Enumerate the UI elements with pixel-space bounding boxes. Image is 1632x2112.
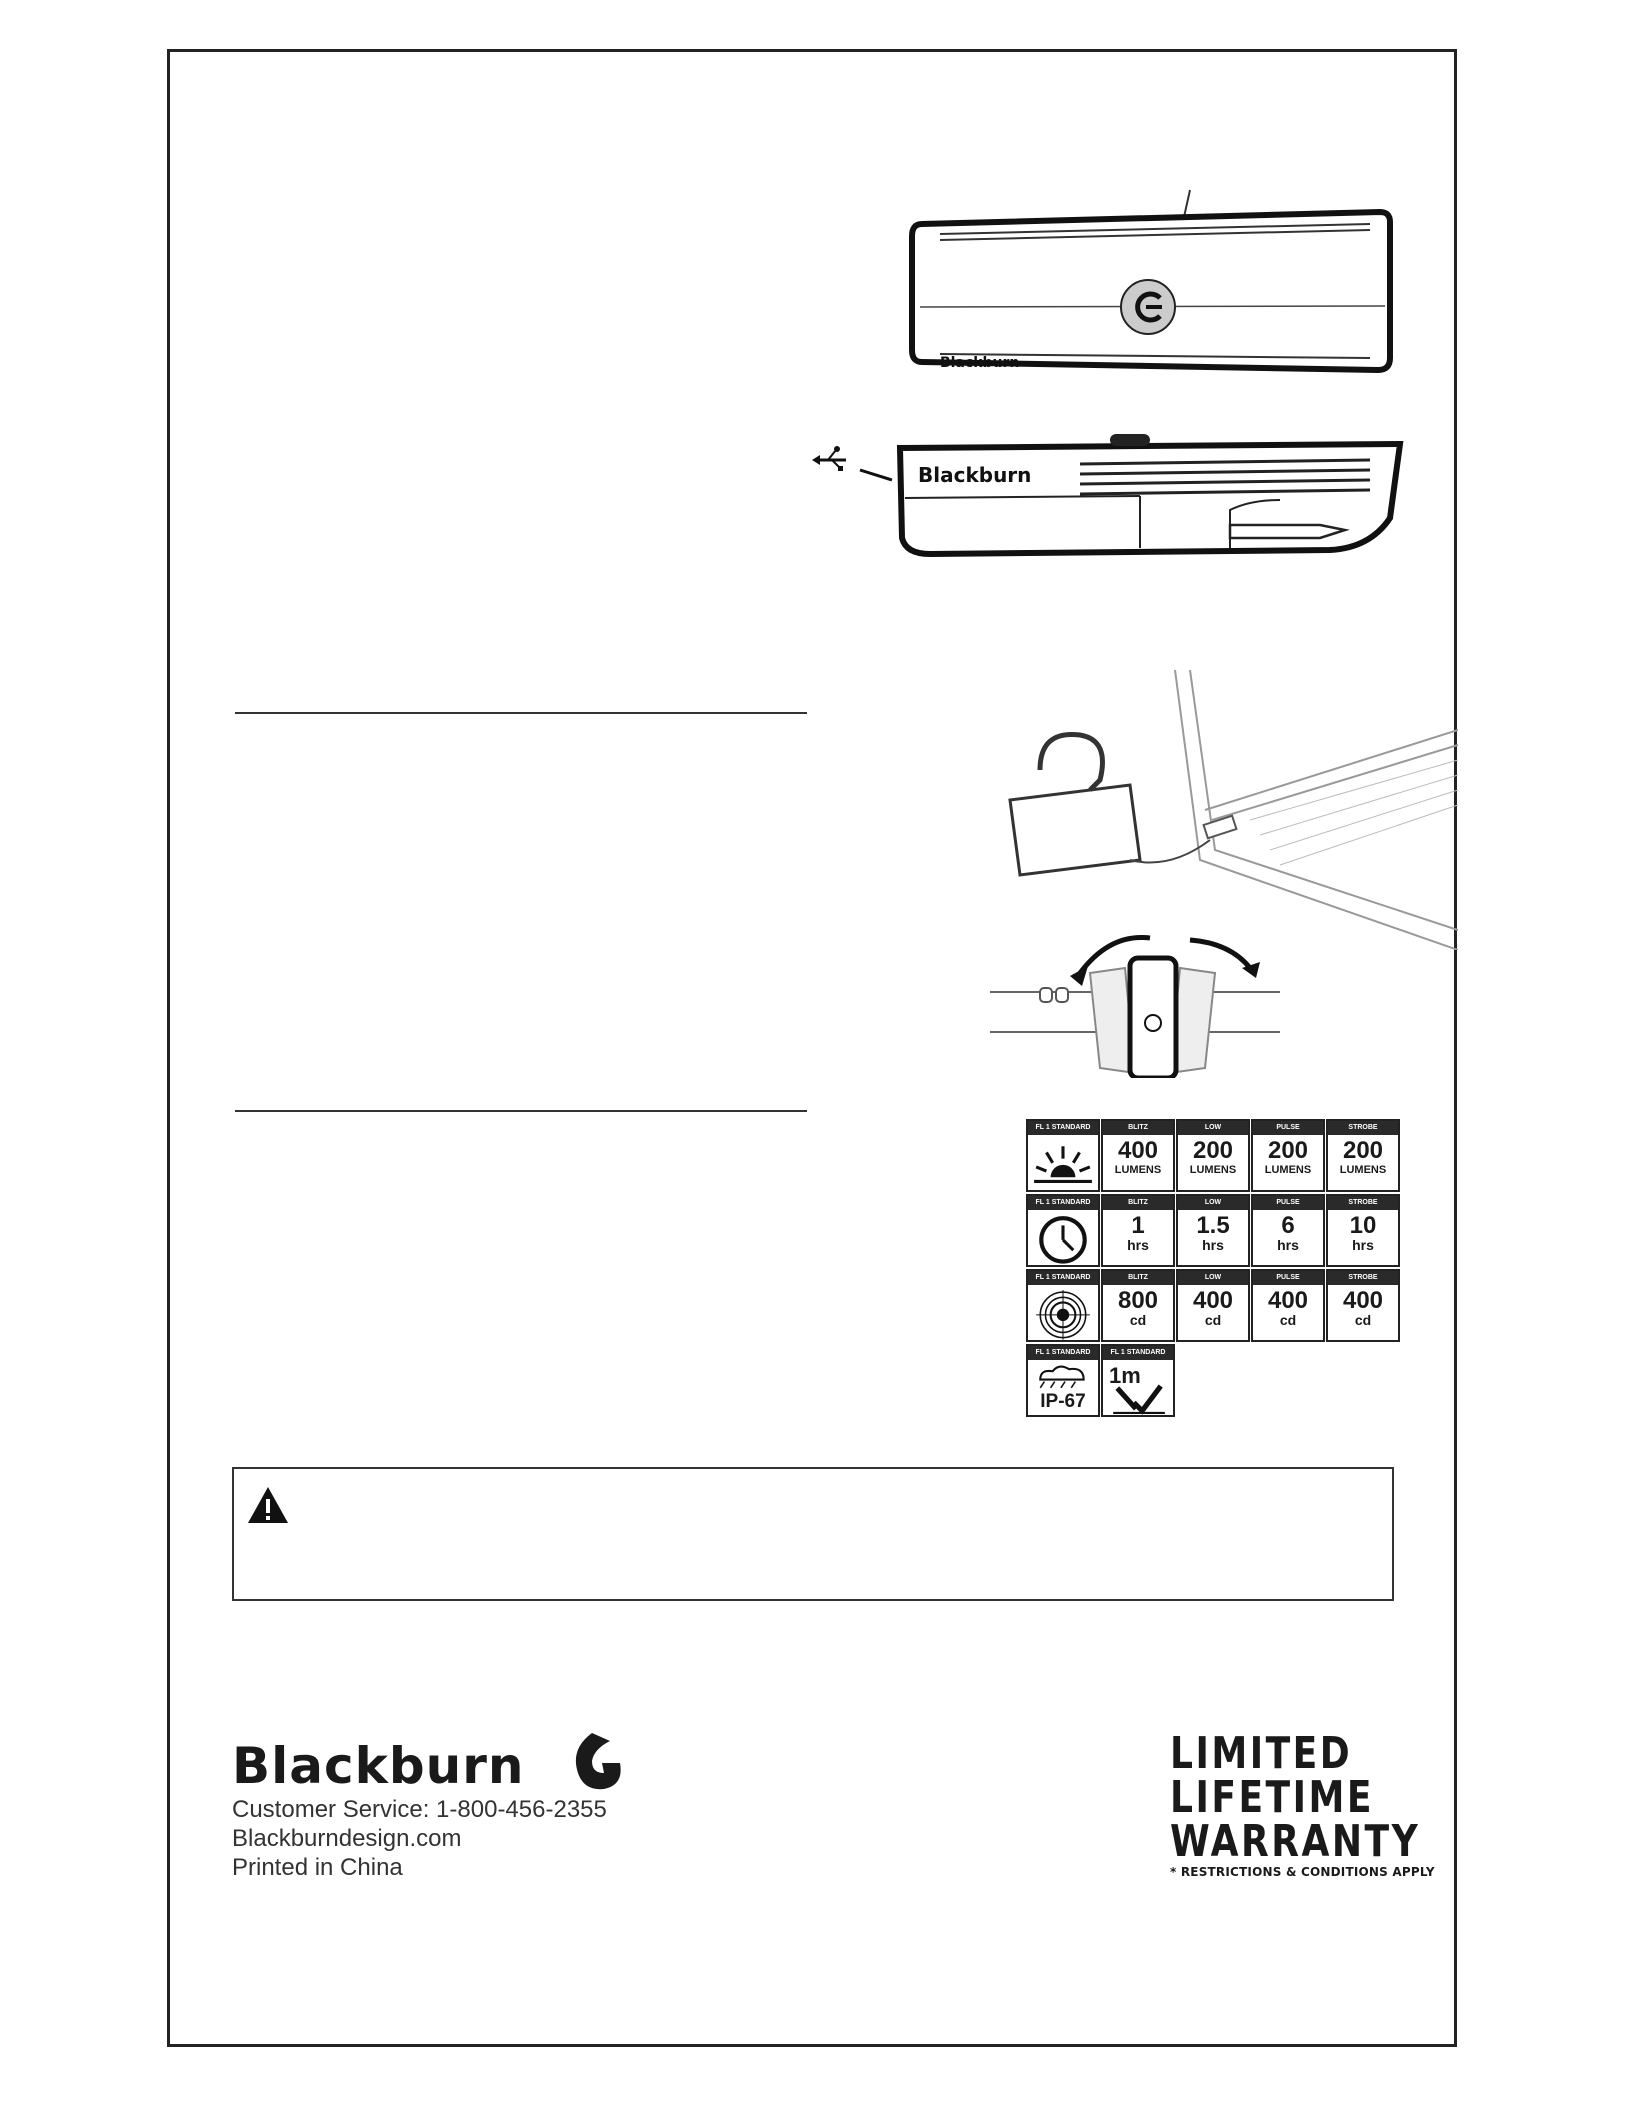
brightness-icon [1032,1138,1094,1190]
spec-cell: BLITZ 1 hrs [1101,1194,1175,1267]
spec-table [1026,1119,1401,1419]
spec-icon-cell [1026,1119,1100,1192]
spec-cell-waterproof: FL 1 STANDARD IP-67 [1026,1344,1100,1417]
light-top-brand: Blackburn [940,355,1020,371]
website-link[interactable]: Blackburndesign.com [232,1825,462,1852]
spec-icon-header: FL 1 STANDARD [1028,1196,1098,1210]
footer-brand: Blackburn [232,1737,525,1795]
clock-icon [1032,1213,1094,1265]
section-divider-1 [235,712,807,714]
spec-cell: STROBE 10 hrs [1326,1194,1400,1267]
spec-cell: LOW 1.5 hrs [1176,1194,1250,1267]
light-side-brand: Blackburn [918,463,1032,487]
warranty-line1: LIMITED [1170,1728,1353,1779]
warranty-line3: WARRANTY [1170,1816,1421,1867]
spec-icon-header: FL 1 STANDARD [1028,1121,1098,1135]
printed-in: Printed in China [232,1854,403,1881]
warranty-note: * RESTRICTIONS & CONDITIONS APPLY [1170,1865,1435,1879]
spec-icon-cell [1026,1269,1100,1342]
spec-cell: BLITZ 800 cd [1101,1269,1175,1342]
spec-cell: PULSE 400 cd [1251,1269,1325,1342]
spec-row-durability [1026,1344,1401,1419]
impact-icon [1107,1384,1169,1436]
contact-info [232,1795,607,1882]
flame-logo-icon [576,1733,621,1789]
target-icon [1032,1288,1094,1340]
spec-cell: BLITZ 400 LUMENS [1101,1119,1175,1192]
spec-cell: STROBE 400 cd [1326,1269,1400,1342]
warning-icon [246,1485,290,1525]
light-top-view-illustration [900,180,1400,400]
customer-service-phone: Customer Service: 1-800-456-2355 [232,1796,607,1823]
spec-cell-impact: FL 1 STANDARD 1m [1101,1344,1175,1417]
spec-cell: PULSE 200 LUMENS [1251,1119,1325,1192]
spec-icon-cell [1026,1194,1100,1267]
warranty-line2: LIFETIME [1170,1772,1374,1823]
charging-illustration [980,670,1458,950]
spec-row-brightness [1026,1119,1401,1194]
warranty-badge [1170,1728,1435,1880]
spec-row-intensity [1026,1269,1401,1344]
light-side-view-illustration [810,430,1410,570]
spec-cell: STROBE 200 LUMENS [1326,1119,1400,1192]
warning-box [232,1467,1394,1601]
section-divider-2 [235,1110,807,1112]
spec-icon-header: FL 1 STANDARD [1028,1271,1098,1285]
spec-row-runtime [1026,1194,1401,1269]
spec-cell: PULSE 6 hrs [1251,1194,1325,1267]
usb-icon [812,446,846,471]
spec-cell: LOW 200 LUMENS [1176,1119,1250,1192]
spec-cell: LOW 400 cd [1176,1269,1250,1342]
blackburn-logo [232,1727,652,1797]
handlebar-rotation-illustration [990,928,1280,1078]
